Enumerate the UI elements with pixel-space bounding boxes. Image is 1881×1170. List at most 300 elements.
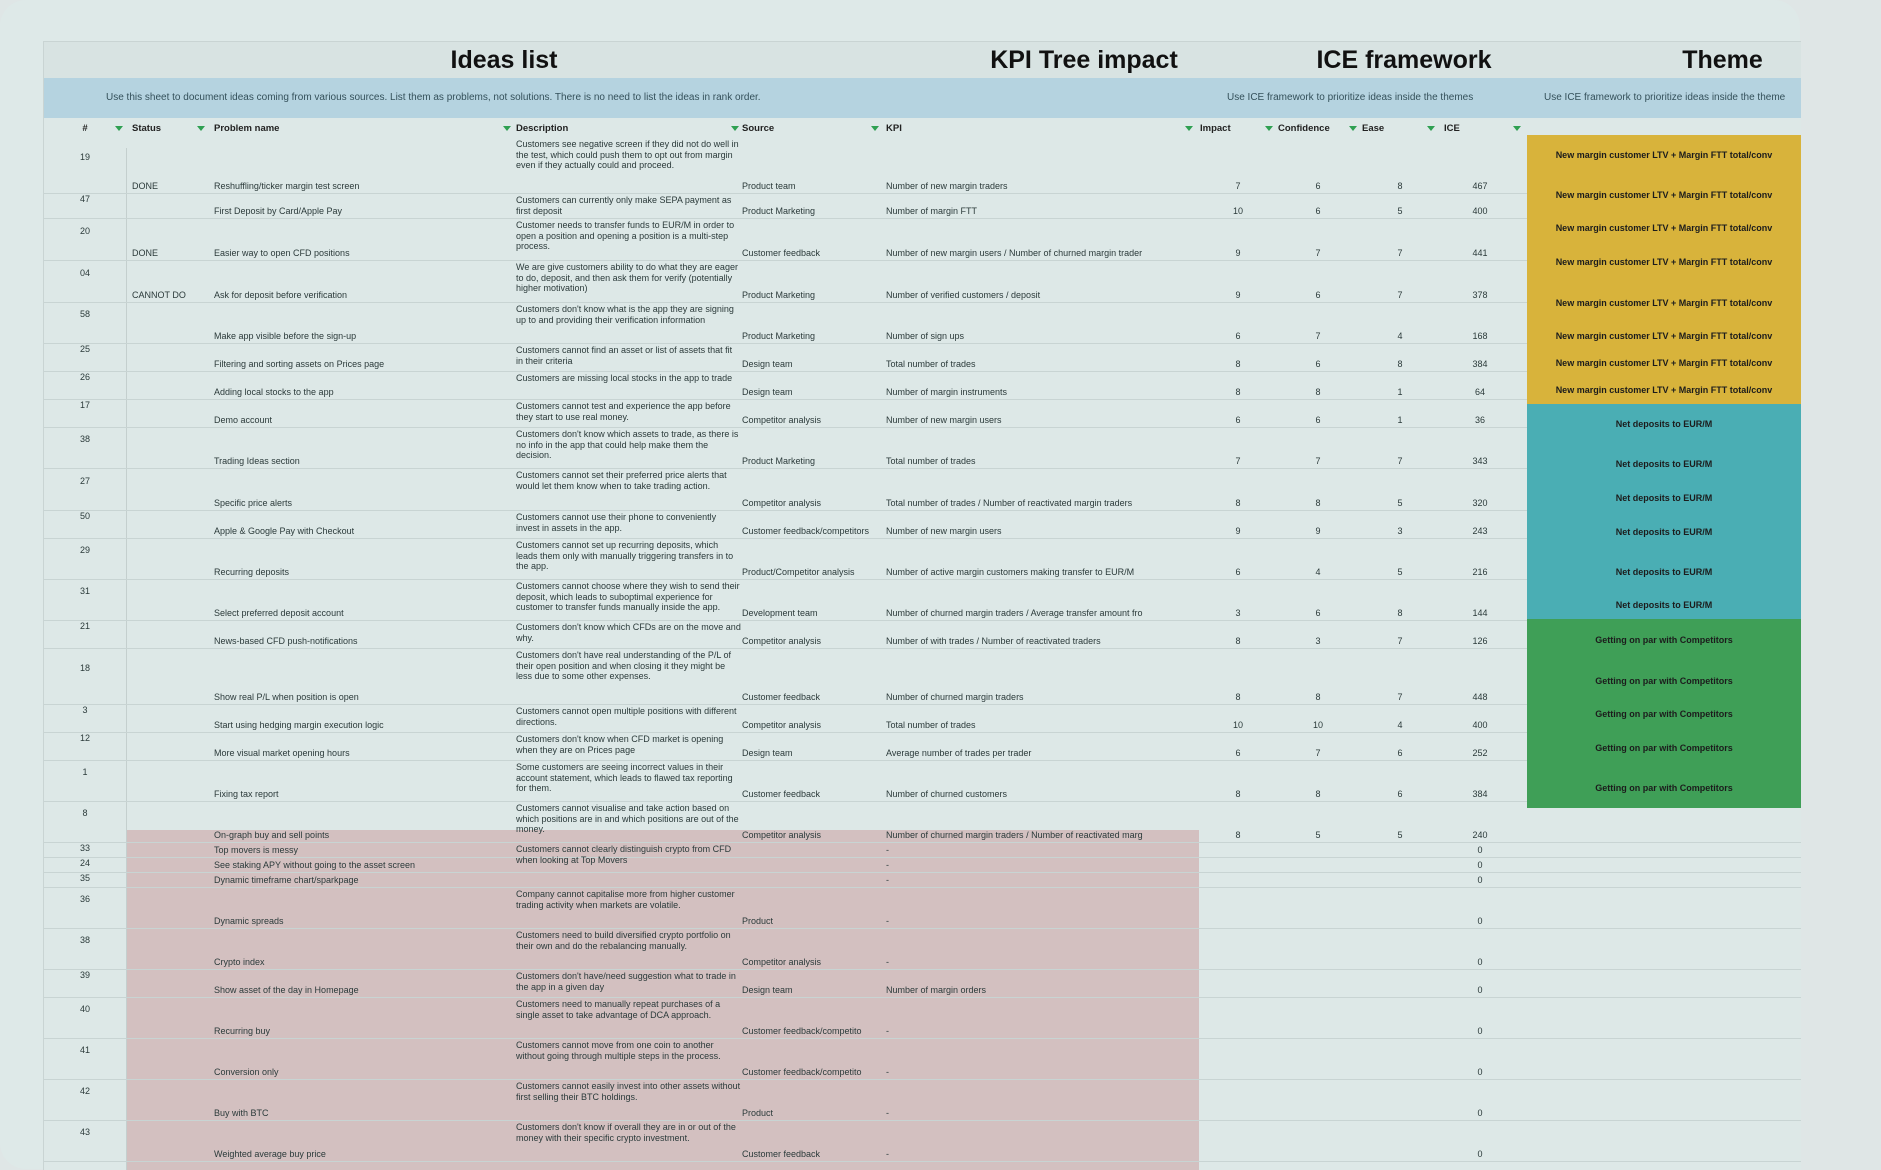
cell-ease[interactable]: 3 xyxy=(1397,526,1403,536)
cell-problem[interactable]: Specific price alerts xyxy=(214,498,293,508)
cell-description[interactable]: Customers cannot visualise and take action based on which positions are in and which positions are out of the money. xyxy=(516,803,739,834)
cell-ice[interactable]: 448 xyxy=(1472,692,1488,702)
theme-cell[interactable]: New margin customer LTV + Margin FTT total/conv xyxy=(1527,242,1801,283)
cell-source[interactable]: Design team xyxy=(742,359,793,369)
theme-cell[interactable]: Getting on par with Competitors xyxy=(1527,701,1801,728)
cell-ease[interactable]: 8 xyxy=(1397,181,1403,191)
cell-source[interactable]: Customer feedback/competito xyxy=(742,1026,862,1036)
row-number: 58 xyxy=(79,309,90,319)
cell-source[interactable]: Customer feedback/competito xyxy=(742,1067,862,1077)
cell-description[interactable]: Customers cannot open multiple positions with different directions. xyxy=(516,706,737,727)
notes-band xyxy=(44,78,1801,118)
cell-impact[interactable]: 6 xyxy=(1235,415,1241,425)
cell-problem[interactable]: More visual market opening hours xyxy=(214,748,350,758)
cell-description[interactable]: Customers can currently only make SEPA payment as first deposit xyxy=(516,195,732,216)
section-title-ice: ICE framework xyxy=(1316,46,1492,74)
column-header-ease-label: Ease xyxy=(1362,123,1385,134)
cell-ice[interactable]: 126 xyxy=(1472,636,1488,646)
cell-problem[interactable]: Ask for deposit before verification xyxy=(214,290,348,300)
cell-confidence[interactable]: 9 xyxy=(1315,526,1321,536)
theme-cell[interactable]: New margin customer LTV + Margin FTT total/conv xyxy=(1527,323,1801,350)
cell-description[interactable]: Customers are missing local stocks in the app to trade xyxy=(516,373,733,383)
cell-ice[interactable]: 0 xyxy=(1477,1067,1483,1077)
cell-ice[interactable]: 400 xyxy=(1472,206,1488,216)
cell-source[interactable]: Customer feedback xyxy=(742,789,821,799)
cell-ease[interactable]: 7 xyxy=(1397,456,1403,466)
cell-ice[interactable]: 240 xyxy=(1472,830,1488,840)
cell-confidence[interactable]: 6 xyxy=(1315,206,1321,216)
filter-arrow-icon[interactable] xyxy=(1349,126,1357,131)
row-number: 8 xyxy=(82,808,88,818)
note-ideas: Use this sheet to document ideas coming from various sources. List them as problems, not solutions. There is no need to list the ideas in rank order. xyxy=(106,92,761,103)
theme-cell[interactable]: Getting on par with Competitors xyxy=(1527,619,1801,661)
cell-ice[interactable]: 36 xyxy=(1474,415,1485,425)
cell-ice[interactable]: 0 xyxy=(1477,916,1483,926)
cell-kpi[interactable]: Number of new margin users / Number of churned margin trader xyxy=(886,248,1143,258)
row-number: 38 xyxy=(79,434,90,444)
cell-problem[interactable]: Demo account xyxy=(214,415,273,425)
cell-source[interactable]: Product xyxy=(742,916,774,926)
cell-kpi[interactable]: Total number of trades xyxy=(886,720,976,730)
cell-impact[interactable]: 8 xyxy=(1235,692,1241,702)
cell-kpi[interactable]: - xyxy=(886,875,889,885)
cell-problem[interactable]: First Deposit by Card/Apple Pay xyxy=(214,206,343,216)
cell-impact[interactable]: 6 xyxy=(1235,748,1241,758)
cell-source[interactable]: Customer feedback xyxy=(742,692,821,702)
cell-confidence[interactable]: 8 xyxy=(1315,387,1321,397)
cell-problem[interactable]: Start using hedging margin execution logic xyxy=(214,720,384,730)
cell-problem[interactable]: Conversion only xyxy=(214,1067,279,1077)
column-header-ease[interactable] xyxy=(1362,122,1438,136)
cell-problem[interactable]: Show asset of the day in Homepage xyxy=(214,985,359,995)
cell-problem[interactable]: Recurring deposits xyxy=(214,567,290,577)
cell-description[interactable]: Customers cannot use their phone to conveniently invest in assets in the app. xyxy=(516,512,717,533)
table-row[interactable] xyxy=(44,998,1801,1039)
cell-description[interactable]: Customers see negative screen if they did not do well in the test, which could push them to opt out from margin even if they actually could and proceed. xyxy=(516,139,739,170)
cell-kpi[interactable]: - xyxy=(886,1067,889,1077)
cell-source[interactable]: Customer feedback xyxy=(742,248,821,258)
theme-cell[interactable]: Net deposits to EUR/M xyxy=(1527,444,1801,485)
table-row[interactable] xyxy=(44,802,1801,843)
filter-arrow-icon[interactable] xyxy=(1265,126,1273,131)
cell-ice[interactable]: 320 xyxy=(1472,498,1488,508)
theme-cell[interactable]: New margin customer LTV + Margin FTT total/conv xyxy=(1527,175,1801,215)
cell-description[interactable]: Company cannot capitalise more from higher customer trading activity when markets are volatile. xyxy=(516,889,735,910)
cell-description[interactable] xyxy=(516,874,741,886)
section-title-ideas: Ideas list xyxy=(450,46,558,74)
cell-status[interactable]: DONE xyxy=(132,181,159,191)
theme-cell[interactable]: Net deposits to EUR/M xyxy=(1527,485,1801,512)
row-number: 1 xyxy=(82,767,88,777)
cell-confidence[interactable]: 8 xyxy=(1315,498,1321,508)
filter-arrow-icon[interactable] xyxy=(1185,126,1193,131)
cell-kpi[interactable]: Total number of trades / Number of reactivated margin traders xyxy=(886,498,1133,508)
cell-confidence[interactable]: 6 xyxy=(1315,359,1321,369)
section-title-theme: Theme xyxy=(1682,46,1763,74)
theme-cell[interactable]: Getting on par with Competitors xyxy=(1527,768,1801,808)
cell-description[interactable]: Customers cannot clearly distinguish crypto from CFD when looking at Top Movers xyxy=(516,844,732,865)
column-header-kpi[interactable] xyxy=(886,122,1196,136)
section-title-band xyxy=(44,42,1801,79)
cell-impact[interactable]: 10 xyxy=(1232,206,1243,216)
cell-ice[interactable]: 343 xyxy=(1472,456,1488,466)
cell-ease[interactable]: 5 xyxy=(1397,567,1403,577)
row-number: 38 xyxy=(79,935,90,945)
cell-impact[interactable]: 8 xyxy=(1235,498,1241,508)
cell-description[interactable]: Customers don't have real understanding of the P/L of their open position and when closing it they might be less due to some other expenses. xyxy=(516,650,732,681)
cell-problem[interactable]: Buy with BTC xyxy=(214,1108,269,1118)
cell-ice[interactable]: 0 xyxy=(1477,845,1483,855)
table-row[interactable] xyxy=(44,888,1801,929)
cell-kpi[interactable]: Number of churned customers xyxy=(886,789,1008,799)
row-number: 47 xyxy=(79,194,90,204)
column-header-ice-label: ICE xyxy=(1444,123,1460,134)
column-header-description-label: Description xyxy=(516,123,569,134)
row-number: 21 xyxy=(79,621,90,631)
cell-kpi[interactable]: Total number of trades xyxy=(886,456,976,466)
cell-source[interactable]: Product xyxy=(742,1108,774,1118)
cell-ice[interactable]: 216 xyxy=(1472,567,1488,577)
cell-source[interactable]: Product/Competitor analysis xyxy=(742,567,855,577)
cell-status[interactable]: CANNOT DO xyxy=(132,290,186,300)
cell-description[interactable]: Customers don't have/need suggestion what to trade in the app in a given day xyxy=(516,971,736,992)
theme-cell[interactable]: Net deposits to EUR/M xyxy=(1527,552,1801,592)
table-row[interactable] xyxy=(44,1039,1801,1080)
cell-description[interactable]: Customers cannot choose where they wish to send their deposit, which leads to suboptimal experience for customer to transfer funds manually inside the app. xyxy=(516,581,740,612)
cell-impact[interactable]: 7 xyxy=(1235,181,1241,191)
cell-kpi[interactable]: - xyxy=(886,860,889,870)
filter-arrow-icon[interactable] xyxy=(1513,126,1521,131)
cell-ease[interactable]: 5 xyxy=(1397,830,1403,840)
row-number: 3 xyxy=(82,705,88,715)
cell-ice[interactable]: 64 xyxy=(1474,387,1485,397)
cell-ease[interactable]: 7 xyxy=(1397,248,1403,258)
cell-ease[interactable]: 5 xyxy=(1397,498,1403,508)
cell-kpi[interactable]: Number of sign ups xyxy=(886,331,965,341)
theme-cell[interactable]: New margin customer LTV + Margin FTT total/conv xyxy=(1527,350,1801,377)
cell-ice[interactable]: 243 xyxy=(1472,526,1488,536)
row-number: 40 xyxy=(79,1004,90,1014)
cell-source[interactable]: Competitor analysis xyxy=(742,957,822,967)
cell-confidence[interactable]: 7 xyxy=(1315,248,1321,258)
cell-impact[interactable]: 8 xyxy=(1235,830,1241,840)
cell-impact[interactable]: 6 xyxy=(1235,331,1241,341)
cell-impact[interactable]: 10 xyxy=(1232,720,1243,730)
cell-description[interactable]: We are give customers ability to do what they are eager to do, deposit, and then ask them for verify (potentially higher motivation) xyxy=(516,262,738,293)
row-number: 33 xyxy=(79,843,90,853)
row-number: 18 xyxy=(79,663,90,673)
cell-problem[interactable]: Recurring buy xyxy=(214,1026,271,1036)
cell-problem[interactable]: Show real P/L when position is open xyxy=(214,692,359,702)
cell-problem[interactable]: Reshuffling/ticker margin test screen xyxy=(214,181,360,191)
row-number: 17 xyxy=(79,400,90,410)
table-row[interactable] xyxy=(44,858,1801,873)
cell-ice[interactable]: 0 xyxy=(1477,1149,1483,1159)
cell-source[interactable]: Product Marketing xyxy=(742,290,816,300)
cell-problem[interactable]: Fixing tax report xyxy=(214,789,279,799)
cell-description[interactable]: Some customers are seeing incorrect values in their account statement, which leads to flawed tax reporting for them. xyxy=(516,762,733,793)
cell-source[interactable]: Customer feedback/competitors xyxy=(742,526,870,536)
theme-cell[interactable]: New margin customer LTV + Margin FTT total/conv xyxy=(1527,215,1801,242)
cell-impact[interactable]: 8 xyxy=(1235,359,1241,369)
cell-problem[interactable]: Adding local stocks to the app xyxy=(214,387,334,397)
cell-source[interactable]: Product Marketing xyxy=(742,206,816,216)
cell-problem[interactable]: On-graph buy and sell points xyxy=(214,830,330,840)
cell-kpi[interactable]: Number of new margin users xyxy=(886,526,1002,536)
column-header-confidence-label: Confidence xyxy=(1278,123,1330,134)
cell-description[interactable]: Customers cannot test and experience the app before they start to use real money. xyxy=(516,401,731,422)
cell-ice[interactable]: 144 xyxy=(1472,608,1488,618)
cell-kpi[interactable]: Average number of trades per trader xyxy=(886,748,1032,758)
row-number: 41 xyxy=(79,1045,90,1055)
section-title-kpi: KPI Tree impact xyxy=(990,46,1178,74)
theme-cell[interactable]: New margin customer LTV + Margin FTT total/conv xyxy=(1527,135,1801,175)
cell-confidence[interactable]: 5 xyxy=(1315,830,1321,840)
filter-arrow-icon[interactable] xyxy=(503,126,511,131)
cell-ease[interactable]: 1 xyxy=(1397,415,1403,425)
cell-source[interactable]: Design team xyxy=(742,748,793,758)
cell-source[interactable]: Competitor analysis xyxy=(742,720,822,730)
cell-confidence[interactable]: 7 xyxy=(1315,456,1321,466)
cell-problem[interactable]: Crypto index xyxy=(214,957,265,967)
column-header-row xyxy=(44,122,1801,136)
column-header-num-label: # xyxy=(82,123,88,134)
row-number: 24 xyxy=(79,858,90,868)
column-header-description[interactable] xyxy=(516,122,742,136)
cell-ice[interactable]: 0 xyxy=(1477,985,1483,995)
cell-problem[interactable]: Top movers is messy xyxy=(214,845,299,855)
cell-ice[interactable]: 0 xyxy=(1477,860,1483,870)
theme-cell[interactable]: Net deposits to EUR/M xyxy=(1527,592,1801,619)
cell-problem[interactable]: News-based CFD push-notifications xyxy=(214,636,358,646)
cell-description[interactable]: Customers don't know what is the app they are signing up to and providing their verification information xyxy=(516,304,734,325)
cell-description[interactable]: Customers need to build diversified crypto portfolio on their own and do the rebalancing manually. xyxy=(516,930,731,951)
cell-kpi[interactable]: Total number of trades xyxy=(886,359,976,369)
note-theme: Use ICE framework to prioritize ideas inside the theme xyxy=(1544,92,1786,103)
cell-kpi[interactable]: Number of churned margin traders xyxy=(886,692,1024,702)
cell-problem[interactable]: Trading Ideas section xyxy=(214,456,300,466)
cell-description[interactable]: Customers don't know which assets to trade, as there is no info in the app that could help make them the decision. xyxy=(516,429,739,460)
theme-cell[interactable]: Net deposits to EUR/M xyxy=(1527,404,1801,444)
table-row[interactable] xyxy=(44,1080,1801,1121)
cell-problem[interactable]: Filtering and sorting assets on Prices page xyxy=(214,359,385,369)
cell-problem[interactable]: Dynamic spreads xyxy=(214,916,284,926)
theme-cell[interactable]: Net deposits to EUR/M xyxy=(1527,512,1801,552)
cell-problem[interactable]: Apple & Google Pay with Checkout xyxy=(214,526,355,536)
row-number: 50 xyxy=(79,511,90,521)
table-row[interactable] xyxy=(44,1121,1801,1162)
cell-ice[interactable]: 378 xyxy=(1472,290,1488,300)
column-header-status-label: Status xyxy=(132,123,162,134)
cell-kpi[interactable]: - xyxy=(886,845,889,855)
cell-ease[interactable]: 4 xyxy=(1397,331,1403,341)
cell-ease[interactable]: 7 xyxy=(1397,636,1403,646)
cell-confidence[interactable]: 3 xyxy=(1315,636,1321,646)
cell-ice[interactable]: 252 xyxy=(1472,748,1488,758)
column-header-impact-label: Impact xyxy=(1200,123,1231,134)
cell-kpi[interactable]: Number of churned margin traders / Average transfer amount fro xyxy=(886,608,1143,618)
cell-confidence[interactable]: 8 xyxy=(1315,789,1321,799)
cell-impact[interactable]: 9 xyxy=(1235,248,1241,258)
cell-problem[interactable]: Easier way to open CFD positions xyxy=(214,248,350,258)
filter-arrow-icon[interactable] xyxy=(197,126,205,131)
cell-source[interactable]: Product Marketing xyxy=(742,456,816,466)
cell-source[interactable]: Competitor analysis xyxy=(742,498,822,508)
table-row[interactable] xyxy=(44,873,1801,888)
cell-kpi[interactable]: - xyxy=(886,1026,889,1036)
cell-status[interactable]: DONE xyxy=(132,248,159,258)
cell-impact[interactable]: 8 xyxy=(1235,387,1241,397)
cell-kpi[interactable]: Number of new margin users xyxy=(886,415,1002,425)
cell-impact[interactable]: 3 xyxy=(1235,608,1241,618)
cell-ease[interactable]: 7 xyxy=(1397,290,1403,300)
row-number: 20 xyxy=(79,226,90,236)
column-header-confidence[interactable] xyxy=(1278,122,1360,136)
cell-confidence[interactable]: 7 xyxy=(1315,748,1321,758)
filter-arrow-icon[interactable] xyxy=(871,126,879,131)
cell-ice[interactable]: 0 xyxy=(1477,875,1483,885)
cell-source[interactable]: Product team xyxy=(742,181,796,191)
cell-kpi[interactable]: Number of margin orders xyxy=(886,985,987,995)
column-header-kpi-label: KPI xyxy=(886,123,902,134)
theme-cell[interactable]: Getting on par with Competitors xyxy=(1527,728,1801,768)
cell-impact[interactable]: 9 xyxy=(1235,290,1241,300)
cell-ease[interactable]: 4 xyxy=(1397,720,1403,730)
row-number: 29 xyxy=(79,545,90,555)
cell-description[interactable]: Customers don't know which CFDs are on the move and why. xyxy=(516,622,741,643)
theme-cell[interactable]: New margin customer LTV + Margin FTT total/conv xyxy=(1527,283,1801,323)
column-header-problem-label: Problem name xyxy=(214,123,280,134)
cell-description[interactable]: Customers cannot set their preferred price alerts that would let them know when to take trading action. xyxy=(516,470,727,491)
row-number: 31 xyxy=(79,586,90,596)
cell-kpi[interactable]: - xyxy=(886,957,889,967)
cell-problem[interactable]: Dynamic timeframe chart/sparkpage xyxy=(214,875,359,885)
cell-confidence[interactable]: 4 xyxy=(1315,567,1321,577)
column-header-ice[interactable] xyxy=(1444,122,1524,136)
cell-kpi[interactable]: - xyxy=(886,1108,889,1118)
cell-description[interactable]: Customers need to manually repeat purchases of a single asset to take advantage of DCA approach. xyxy=(516,999,721,1020)
cell-description[interactable] xyxy=(516,859,741,871)
row-number: 04 xyxy=(79,268,90,278)
cell-source[interactable]: Competitor analysis xyxy=(742,830,822,840)
cell-ease[interactable]: 5 xyxy=(1397,206,1403,216)
cell-ice[interactable]: 384 xyxy=(1472,789,1488,799)
cell-ease[interactable]: 6 xyxy=(1397,748,1403,758)
cell-kpi[interactable]: Number of active margin customers making transfer to EUR/M xyxy=(886,567,1135,577)
cell-kpi[interactable]: Number of margin FTT xyxy=(886,206,978,216)
cell-ease[interactable]: 1 xyxy=(1397,387,1403,397)
cell-impact[interactable]: 8 xyxy=(1235,789,1241,799)
cell-source[interactable]: Development team xyxy=(742,608,818,618)
cell-confidence[interactable]: 6 xyxy=(1315,181,1321,191)
cell-ice[interactable]: 441 xyxy=(1472,248,1488,258)
cell-problem[interactable]: See staking APY without going to the asset screen xyxy=(214,860,415,870)
column-header-num[interactable] xyxy=(44,122,126,136)
cell-ice[interactable]: 400 xyxy=(1472,720,1488,730)
cell-source[interactable]: Design team xyxy=(742,985,793,995)
cell-description[interactable]: Customers cannot move from one coin to another without going through multiple steps in the process. xyxy=(516,1040,721,1061)
cell-ice[interactable]: 0 xyxy=(1477,1026,1483,1036)
theme-cell[interactable]: Getting on par with Competitors xyxy=(1527,661,1801,701)
cell-kpi[interactable]: - xyxy=(886,1149,889,1159)
cell-kpi[interactable]: Number of verified customers / deposit xyxy=(886,290,1041,300)
cell-kpi[interactable]: Number of new margin traders xyxy=(886,181,1008,191)
row-number: 39 xyxy=(79,970,90,980)
filter-arrow-icon[interactable] xyxy=(1427,126,1435,131)
cell-confidence[interactable]: 6 xyxy=(1315,415,1321,425)
cell-ease[interactable]: 7 xyxy=(1397,692,1403,702)
cell-impact[interactable]: 8 xyxy=(1235,636,1241,646)
cell-source[interactable]: Customer feedback xyxy=(742,1149,821,1159)
cell-confidence[interactable]: 6 xyxy=(1315,290,1321,300)
cell-kpi[interactable]: Number of margin instruments xyxy=(886,387,1008,397)
spreadsheet[interactable] xyxy=(43,41,1801,1170)
cell-confidence[interactable]: 10 xyxy=(1312,720,1323,730)
theme-cell[interactable]: New margin customer LTV + Margin FTT total/conv xyxy=(1527,377,1801,404)
row-number: 25 xyxy=(79,344,90,354)
cell-description[interactable]: Customers cannot easily invest into other assets without first selling their BTC holdings. xyxy=(516,1081,741,1102)
note-ice: Use ICE framework to prioritize ideas inside the themes xyxy=(1227,92,1474,103)
cell-problem[interactable]: Select preferred deposit account xyxy=(214,608,344,618)
cell-impact[interactable]: 6 xyxy=(1235,567,1241,577)
cell-kpi[interactable]: - xyxy=(886,916,889,926)
cell-problem[interactable]: Weighted average buy price xyxy=(214,1149,326,1159)
row-number: 42 xyxy=(79,1086,90,1096)
cell-ice[interactable]: 384 xyxy=(1472,359,1488,369)
filter-arrow-icon[interactable] xyxy=(115,126,123,131)
cell-ease[interactable]: 6 xyxy=(1397,789,1403,799)
column-header-problem[interactable] xyxy=(214,122,514,136)
row-number: 26 xyxy=(79,372,90,382)
cell-description[interactable]: Customers don't know when CFD market is opening when they are on Prices page xyxy=(516,734,724,755)
cell-description[interactable]: Customers don't know if overall they are in or out of the money with their specific crypto investment. xyxy=(516,1122,736,1143)
row-number: 43 xyxy=(79,1127,90,1137)
row-number: 19 xyxy=(79,152,90,162)
column-header-status[interactable] xyxy=(132,122,208,136)
cell-source[interactable]: Competitor analysis xyxy=(742,415,822,425)
cell-impact[interactable]: 9 xyxy=(1235,526,1241,536)
cell-confidence[interactable]: 6 xyxy=(1315,608,1321,618)
row-number: 12 xyxy=(79,733,90,743)
row-number: 36 xyxy=(79,894,90,904)
filter-arrow-icon[interactable] xyxy=(731,126,739,131)
cell-description[interactable]: Customers cannot find an asset or list of assets that fit in their criteria xyxy=(516,345,733,366)
cell-source[interactable]: Competitor analysis xyxy=(742,636,822,646)
row-number: 27 xyxy=(79,476,90,486)
cell-source[interactable]: Design team xyxy=(742,387,793,397)
cell-confidence[interactable]: 7 xyxy=(1315,331,1321,341)
cell-kpi[interactable]: Number of with trades / Number of reactivated traders xyxy=(886,636,1101,646)
cell-source[interactable]: Product Marketing xyxy=(742,331,816,341)
table-row[interactable] xyxy=(44,970,1801,998)
cell-ice[interactable]: 168 xyxy=(1472,331,1488,341)
cell-ease[interactable]: 8 xyxy=(1397,359,1403,369)
cell-problem[interactable]: Make app visible before the sign-up xyxy=(214,331,357,341)
cell-ice[interactable]: 0 xyxy=(1477,1108,1483,1118)
cell-impact[interactable]: 7 xyxy=(1235,456,1241,466)
cell-description[interactable]: Customer needs to transfer funds to EUR/M in order to open a position and opening a position is a multi-step process. xyxy=(516,220,735,251)
column-header-source-label: Source xyxy=(742,123,775,134)
column-header-source[interactable] xyxy=(742,122,882,136)
cell-description[interactable]: Customers cannot set up recurring deposits, which leads them only with manually triggering transfers in to the app. xyxy=(516,540,734,571)
cell-confidence[interactable]: 8 xyxy=(1315,692,1321,702)
cell-ice[interactable]: 467 xyxy=(1472,181,1488,191)
column-header-impact[interactable] xyxy=(1200,122,1276,136)
cell-ice[interactable]: 0 xyxy=(1477,957,1483,967)
table-row[interactable] xyxy=(44,929,1801,970)
cell-kpi[interactable]: Number of churned margin traders / Number of reactivated marg xyxy=(886,830,1143,840)
cell-ease[interactable]: 8 xyxy=(1397,608,1403,618)
